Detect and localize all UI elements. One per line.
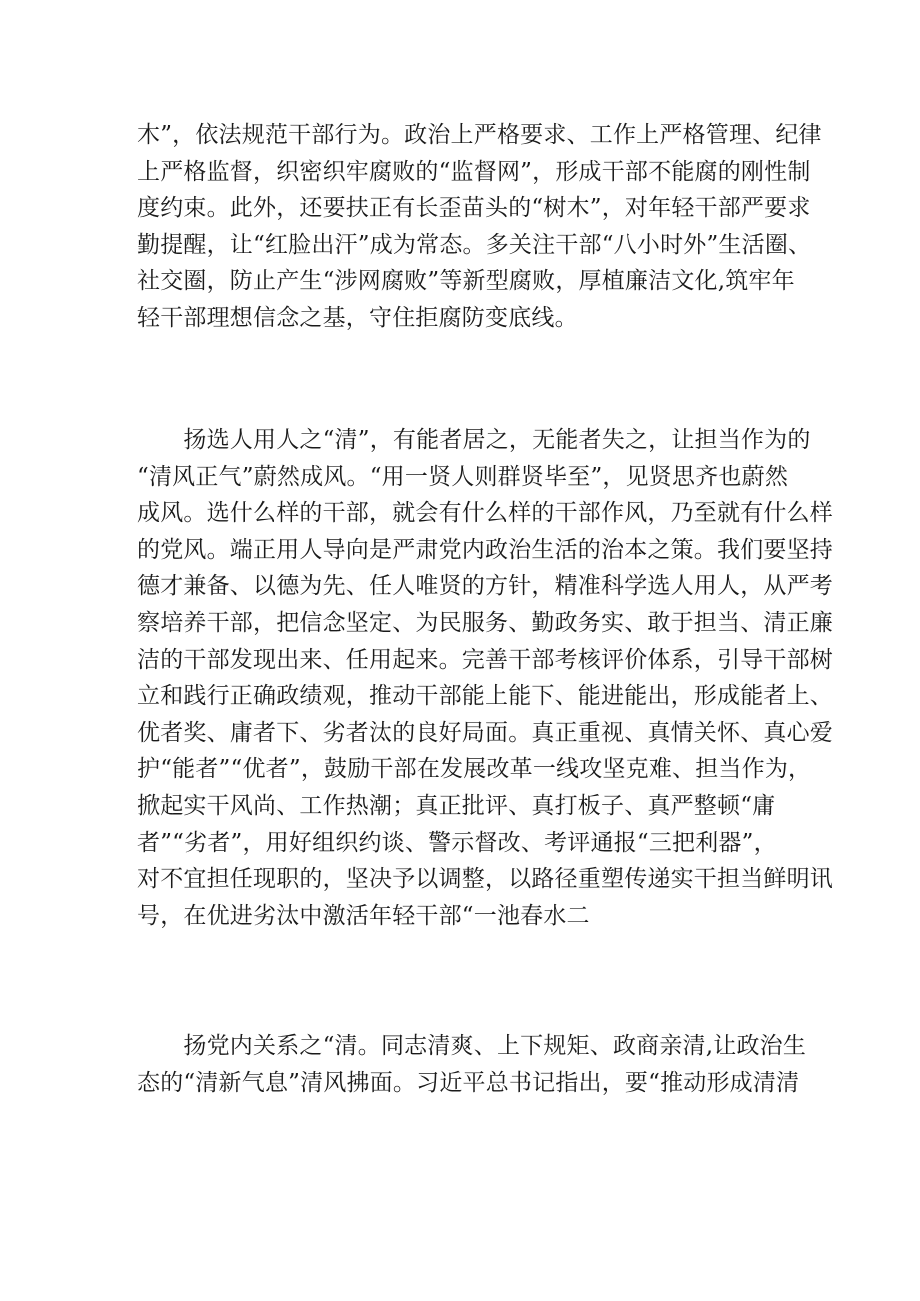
- paragraph-3: [137, 1028, 807, 1101]
- text-line: 轻干部理想信念之基，守住拒腐防变底线。: [137, 304, 578, 331]
- text-line: 掀起实干风尚、工作热潮；真正批评、真打板子、真严整顿“庸: [137, 792, 776, 819]
- text-line: 护“能者”“优者”，鼓励干部在发展改革一线攻坚克难、担当作为，: [137, 756, 812, 783]
- text-line: 社交圈，防止产生“涉网腐败”等新型腐败，厚植廉洁文化,筑牢年: [137, 268, 795, 295]
- text-line: 优者奖、庸者下、劣者汰的良好局面。真正重视、真情关怀、真心爱: [137, 719, 833, 746]
- text-line: 立和践行正确政绩观，推动干部能上能下、能进能出，形成能者上、: [137, 683, 833, 710]
- text-line: 察培养干部，把信念坚定、为民服务、勤政务实、敢于担当、清正廉: [137, 609, 833, 636]
- text-line: 洁的干部发现出来、任用起来。完善干部考核评价体系，引导干部树: [137, 646, 833, 673]
- text-line: 上严格监督，织密织牢腐败的“监督网”，形成干部不能腐的刚性制: [137, 158, 811, 185]
- paragraph-2: [137, 422, 833, 934]
- text-line: 勤提醒，让“红脸出汗”成为常态。多关注干部“八小时外”生活圈、: [137, 231, 812, 258]
- text-line: 扬选人用人之“清”，有能者居之，无能者失之，让担当作为的: [137, 427, 811, 453]
- text-line: 对不宜担任现职的，坚决予以调整，以路径重塑传递实干担当鲜明讯: [137, 866, 833, 893]
- text-line: 号，在优进劣汰中激活年轻干部“一池春水二: [137, 902, 590, 929]
- text-line: 成风。选什么样的干部，就会有什么样的干部作风，乃至就有什么样: [137, 500, 833, 527]
- text-line: 的党风。端正用人导向是严肃党内政治生活的治本之策。我们要坚持: [137, 536, 833, 563]
- text-line: 者”“劣者”，用好组织约谈、警示督改、考评通报“三把利器”，: [137, 829, 777, 856]
- text-line: 德才兼备、以德为先、任人唯贤的方针，精准科学选人用人，从严考: [137, 573, 833, 600]
- text-line: 扬党内关系之“清。同志清爽、上下规矩、政商亲清,让政治生: [137, 1033, 807, 1059]
- text-line: 度约束。此外，还要扶正有长歪苗头的“树木”，对年轻干部严要求: [137, 195, 811, 222]
- paragraph-1: [137, 117, 822, 337]
- text-line: “清风正气”蔚然成风。“用一贤人则群贤毕至”，见贤思齐也蔚然: [137, 463, 789, 490]
- text-line: 木”，依法规范干部行为。政治上严格要求、工作上严格管理、纪律: [137, 122, 822, 148]
- text-line: 态的“清新气息”清风拂面。习近平总书记指出，要“推动形成清清: [137, 1069, 800, 1096]
